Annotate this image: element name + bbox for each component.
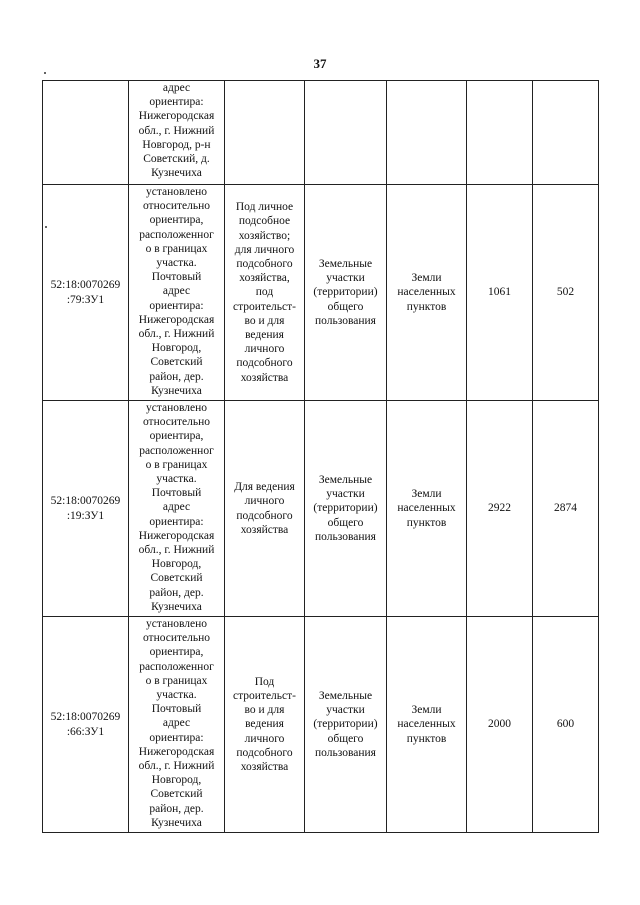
- table-row: [43, 81, 599, 185]
- scan-speck: [44, 72, 46, 74]
- area-cell: 1061: [467, 185, 533, 401]
- permitted-use-cell: Под строительст- во и для ведения личного подсобного хозяйства: [225, 617, 305, 833]
- page-number: 37: [313, 56, 327, 71]
- address-cell: установлено относительно ориентира, расположенног о в границах участка. Почтовый адрес ориентира: Нижегородская обл., г. Нижний Новгород, Советский район, дер. Кузнечиха: [129, 617, 225, 833]
- permitted-use-cell: [225, 81, 305, 185]
- land-category-cell: Земли населенных пунктов: [387, 617, 467, 833]
- zone-category-cell: Земельные участки (территории) общего пользования: [305, 617, 387, 833]
- land-category-cell: Земли населенных пунктов: [387, 185, 467, 401]
- cadastral-number-cell: 52:18:0070269 :66:ЗУ1: [43, 617, 129, 833]
- permitted-use-cell: Под личное подсобное хозяйство; для личного подсобного хозяйства, под строительст- во и для ведения личного подсобного хозяйства: [225, 185, 305, 401]
- address-cell: установлено относительно ориентира, расположенног о в границах участка. Почтовый адрес ориентира: Нижегородская обл., г. Нижний Новгород, Советский район, дер. Кузнечиха: [129, 401, 225, 617]
- area-cell: 2000: [467, 617, 533, 833]
- area-cell: 600: [533, 617, 599, 833]
- table-row: [43, 185, 599, 401]
- land-plots-table: [42, 80, 599, 833]
- land-category-cell: Земли населенных пунктов: [387, 401, 467, 617]
- area-cell: 2874: [533, 401, 599, 617]
- permitted-use-cell: Для ведения личного подсобного хозяйства: [225, 401, 305, 617]
- area-cell: [467, 81, 533, 185]
- cadastral-number-cell: [43, 81, 129, 185]
- table-row: [43, 401, 599, 617]
- land-category-cell: [387, 81, 467, 185]
- address-cell: адрес ориентира: Нижегородская обл., г. Нижний Новгород, р-н Советский, д. Кузнечиха: [129, 81, 225, 185]
- table-row: [43, 617, 599, 833]
- cadastral-number-cell: 52:18:0070269 :19:ЗУ1: [43, 401, 129, 617]
- address-cell: установлено относительно ориентира, расположенног о в границах участка. Почтовый адрес ориентира: Нижегородская обл., г. Нижний Новгород, Советский район, дер. Кузнечиха: [129, 185, 225, 401]
- area-cell: 502: [533, 185, 599, 401]
- area-cell: 2922: [467, 401, 533, 617]
- zone-category-cell: [305, 81, 387, 185]
- cadastral-number-cell: 52:18:0070269 :79:ЗУ1: [43, 185, 129, 401]
- area-cell: [533, 81, 599, 185]
- zone-category-cell: Земельные участки (территории) общего пользования: [305, 401, 387, 617]
- zone-category-cell: Земельные участки (территории) общего пользования: [305, 185, 387, 401]
